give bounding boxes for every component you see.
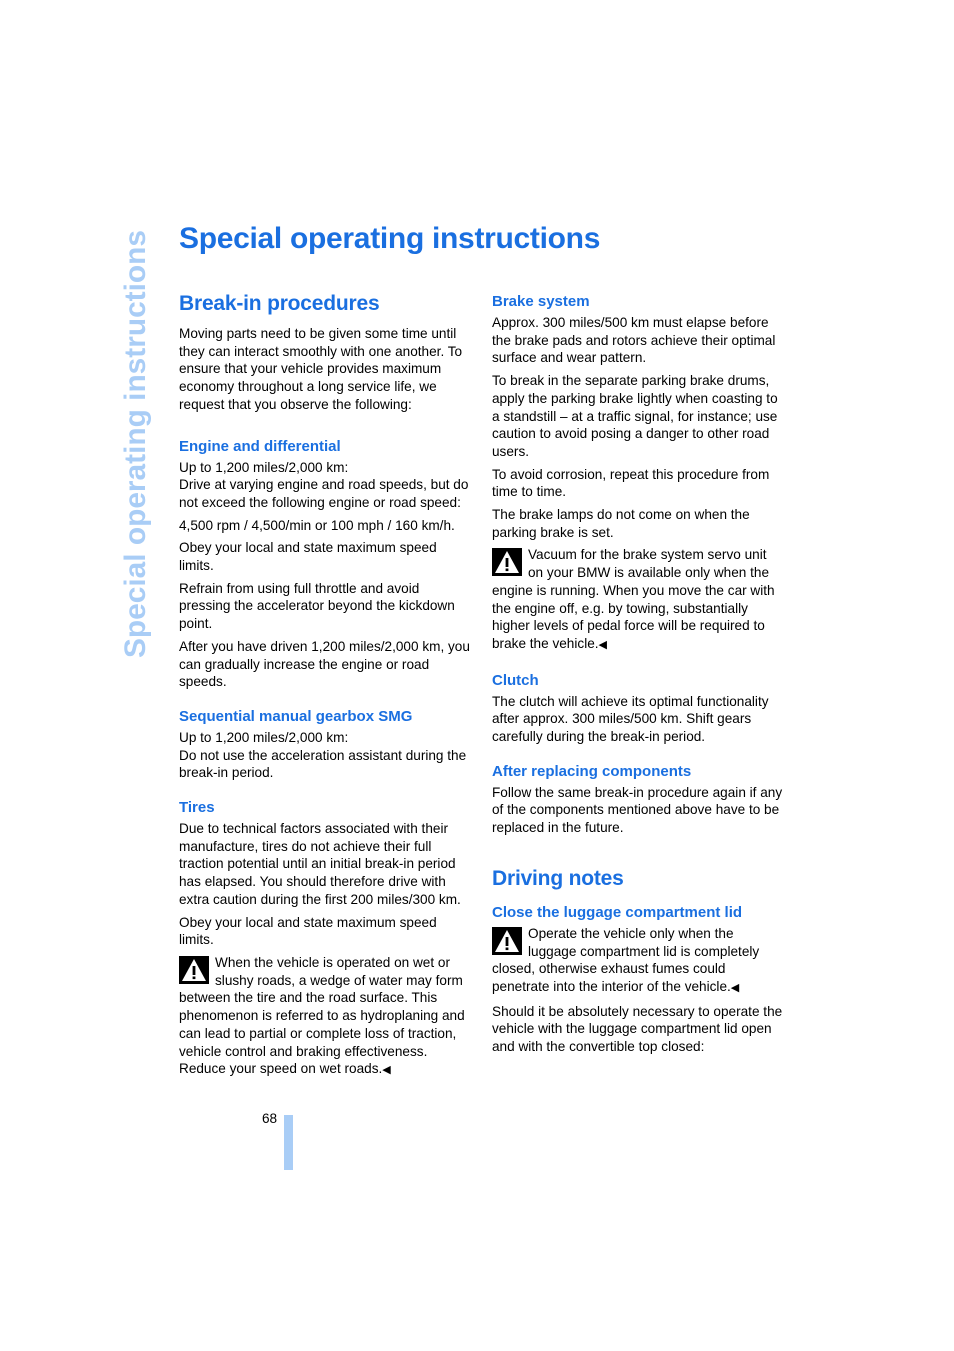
heading-after-replacing: After replacing components bbox=[492, 762, 692, 780]
brake-para-3: To avoid corrosion, repeat this procedure from time to time. bbox=[492, 466, 770, 500]
luggage-warning bbox=[492, 925, 784, 998]
end-mark: ◀ bbox=[382, 1064, 391, 1077]
left-column bbox=[179, 290, 471, 1080]
engine-para-4: Refrain from using full throttle and avoid pressing the accelerator beyond the kickdown point. bbox=[179, 580, 455, 632]
heading-engine: Engine and differential bbox=[179, 437, 341, 455]
smg-para-a: Up to 1,200 miles/2,000 km: bbox=[179, 729, 349, 745]
end-mark: ◀ bbox=[730, 981, 740, 994]
luggage-para-2: Should it be absolutely necessary to operate the vehicle with the luggage compartment lid open and with the convertible top closed: bbox=[492, 1003, 783, 1055]
brake-warning bbox=[492, 546, 784, 654]
smg-para-b: Do not use the acceleration assistant during the break-in period. bbox=[179, 747, 467, 781]
heading-brake: Brake system bbox=[492, 293, 590, 310]
breakin-intro: Moving parts need to be given some time until they can interact smoothly with one another. To ensure that your vehicle provides maximum economy throughout a long service life, we request that you observe the following: bbox=[179, 326, 463, 412]
heading-driving-notes: Driving notes bbox=[492, 866, 624, 890]
brake-para-2: To break in the separate parking brake drums, apply the parking brake lightly when coasting to a standstill – at a traffic signal, for instance; use caution to avoid posing a danger to other road users. bbox=[492, 373, 778, 459]
brake-warning-text: Vacuum for the brake system servo unit on your BMW is available only when the engine is running. When you move the car with the engine off, e.g. by towing, substantially higher levels of pedal force will be required to brake the vehicle. bbox=[492, 547, 775, 651]
page-title: Special operating instructions bbox=[179, 222, 601, 255]
tires-warning bbox=[179, 954, 471, 1080]
engine-para-3: Obey your local and state maximum speed limits. bbox=[179, 540, 437, 574]
page-marker-bar bbox=[284, 1115, 293, 1170]
warning-triangle-icon bbox=[492, 927, 522, 955]
heading-smg: Sequential manual gearbox SMG bbox=[179, 707, 413, 725]
luggage-warning-text: Operate the vehicle only when the luggage compartment lid is completely closed, otherwise exhaust fumes could penetrate into the interior of the vehicle. bbox=[492, 925, 760, 994]
after-para: Follow the same break-in procedure again if any of the components mentioned above have to be replaced in the future. bbox=[492, 784, 783, 836]
side-title-text: Special operating instructions bbox=[119, 228, 152, 658]
brake-para-1: Approx. 300 miles/500 km must elapse before the brake pads and rotors achieve their optimal surface and wear pattern. bbox=[492, 315, 776, 366]
right-column bbox=[492, 290, 784, 1056]
warning-triangle-icon bbox=[492, 548, 522, 576]
engine-para-1a: Up to 1,200 miles/2,000 km: bbox=[179, 459, 349, 475]
warning-triangle-icon bbox=[179, 956, 209, 984]
tires-para-1: Due to technical factors associated with their manufacture, tires do not achieve their full traction potential until an initial break-in period has elapsed. You should therefore drive with extra caution during the first 200 miles/300 km. bbox=[179, 821, 461, 907]
engine-para-2: 4,500 rpm / 4,500/min or 100 mph / 160 km/h. bbox=[179, 517, 455, 533]
end-mark: ◀ bbox=[598, 638, 608, 651]
engine-para-5: After you have driven 1,200 miles/2,000 km, you can gradually increase the engine or road speeds. bbox=[179, 638, 470, 690]
engine-para-1b: Drive at varying engine and road speeds, but do not exceed the following engine or road speed: bbox=[179, 477, 469, 510]
page-number: 68 bbox=[262, 1111, 278, 1126]
heading-break-in: Break-in procedures bbox=[179, 292, 380, 315]
heading-tires: Tires bbox=[179, 799, 215, 817]
brake-para-4: The brake lamps do not come on when the parking brake is set. bbox=[492, 507, 750, 540]
clutch-para: The clutch will achieve its optimal functionality after approx. 300 miles/500 km. Shift gears carefully during the break-in period. bbox=[492, 693, 769, 745]
tires-para-2: Obey your local and state maximum speed limits. bbox=[179, 914, 437, 948]
heading-clutch: Clutch bbox=[492, 671, 539, 689]
side-title bbox=[115, 228, 153, 660]
tires-warning-text: When the vehicle is operated on wet or slushy roads, a wedge of water may form between the tire and the road surface. This phenomenon is referred to as hydroplaning and can lead to partial or complete loss of traction, vehicle control and braking effectiveness. Reduce your speed on wet roads. bbox=[179, 954, 465, 1077]
heading-luggage: Close the luggage compartment lid bbox=[492, 903, 743, 921]
